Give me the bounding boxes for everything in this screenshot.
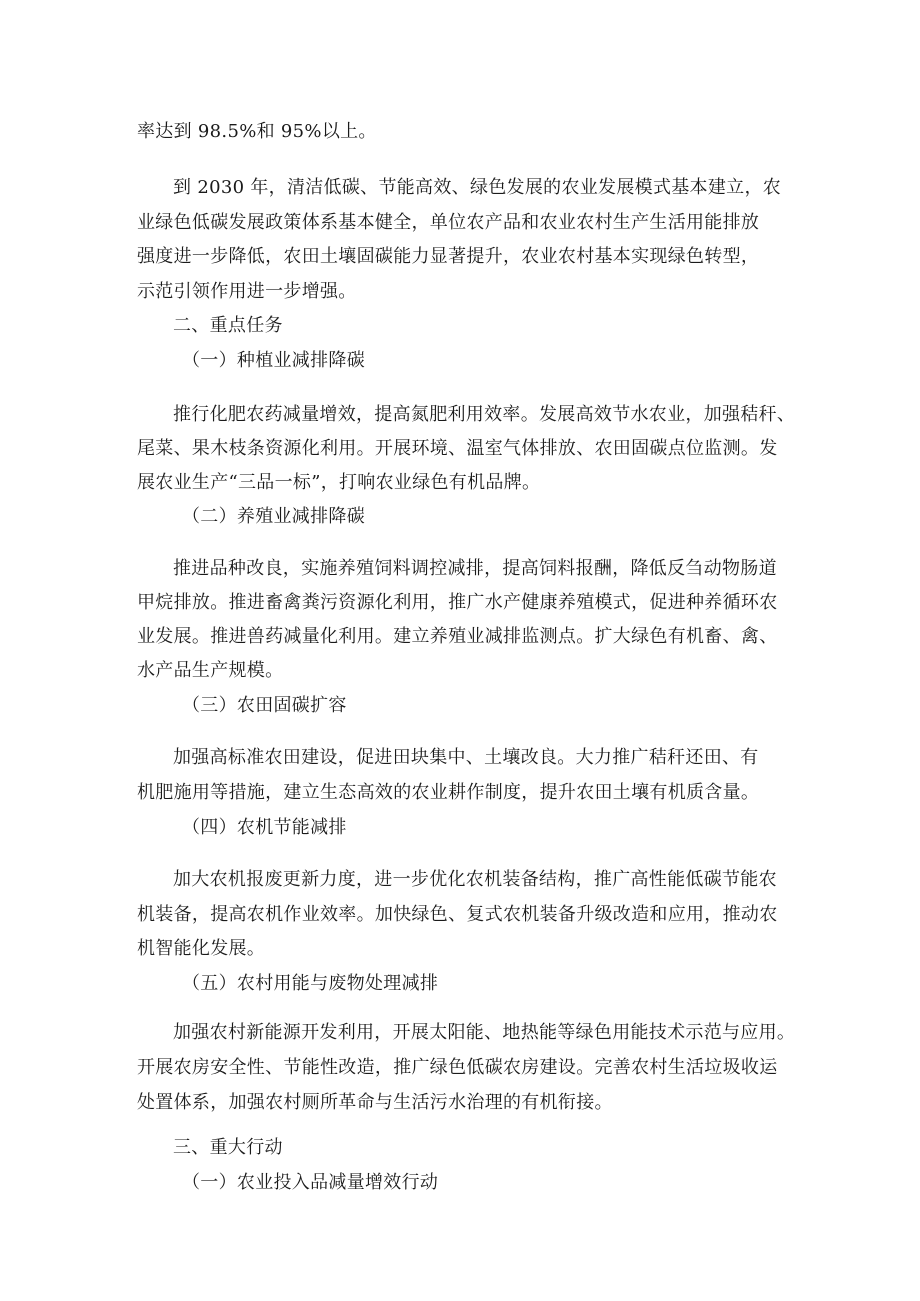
paragraph-line: 推行化肥农药减量增效，提高氮肥利用效率。发展高效节水农业，加强秸秆、 (173, 404, 796, 425)
paragraph-line: 加大农机报废更新力度，进一步优化农机装备结构，推广高性能低碳节能农 (173, 869, 777, 890)
paragraph-line: 加强农村新能源开发利用，开展太阳能、地热能等绿色用能技术示范与应用。 (173, 1022, 796, 1043)
subsection-heading: （五）农村用能与废物处理减排 (182, 973, 439, 994)
paragraph-line: 率达到 98.5%和 95%以上。 (137, 121, 377, 142)
subsection-heading: （二）养殖业减排降碳 (182, 506, 365, 527)
paragraph-line: 加强高标准农田建设，促进田块集中、土壤改良。大力推广秸秆还田、有 (173, 747, 759, 768)
paragraph-line: 展农业生产“三品一标”，打响农业绿色有机品牌。 (137, 472, 541, 493)
section-heading: 三、重大行动 (173, 1137, 283, 1158)
subsection-heading: （三）农田固碳扩容 (182, 695, 347, 716)
paragraph-line: 机智能化发展。 (137, 938, 266, 959)
subsection-heading: （四）农机节能减排 (182, 817, 347, 838)
paragraph-line: 甲烷排放。推进畜禽粪污资源化利用，推广水产健康养殖模式，促进种养循环农 (137, 592, 778, 613)
paragraph-line: 机肥施用等措施，建立生态高效的农业耕作制度，提升农田土壤有机质含量。 (137, 782, 760, 803)
paragraph-line: 推进品种改良，实施养殖饲料调控减排，提高饲料报酬，降低反刍动物肠道 (173, 558, 777, 579)
paragraph-line: 到 2030 年，清洁低碳、节能高效、绿色发展的农业发展模式基本建立，农 (173, 177, 782, 198)
paragraph-line: 机装备，提高农机作业效率。加快绿色、复式农机装备升级改造和应用，推动农 (137, 904, 778, 925)
paragraph-line: 开展农房安全性、节能性改造，推广绿色低碳农房建设。完善农村生活垃圾收运 (137, 1057, 778, 1078)
section-heading: 二、重点任务 (173, 315, 283, 336)
subsection-heading: （一）农业投入品减量增效行动 (182, 1172, 439, 1193)
paragraph-line: 尾菜、果木枝条资源化利用。开展环境、温室气体排放、农田固碳点位监测。发 (137, 438, 778, 459)
paragraph-line: 示范引领作用进一步增强。 (137, 281, 357, 302)
subsection-heading: （一）种植业减排降碳 (182, 350, 365, 371)
paragraph-line: 水产品生产规模。 (137, 660, 284, 681)
paragraph-line: 业绿色低碳发展政策体系基本健全，单位农产品和农业农村生产生活用能排放 (137, 212, 760, 233)
paragraph-line: 处置体系，加强农村厕所革命与生活污水治理的有机衔接。 (137, 1092, 613, 1113)
paragraph-line: 业发展。推进兽药减量化利用。建立养殖业减排监测点。扩大绿色有机畜、禽、 (137, 626, 778, 647)
paragraph-line: 强度进一步降低，农田土壤固碳能力显著提升，农业农村基本实现绿色转型， (137, 246, 760, 267)
